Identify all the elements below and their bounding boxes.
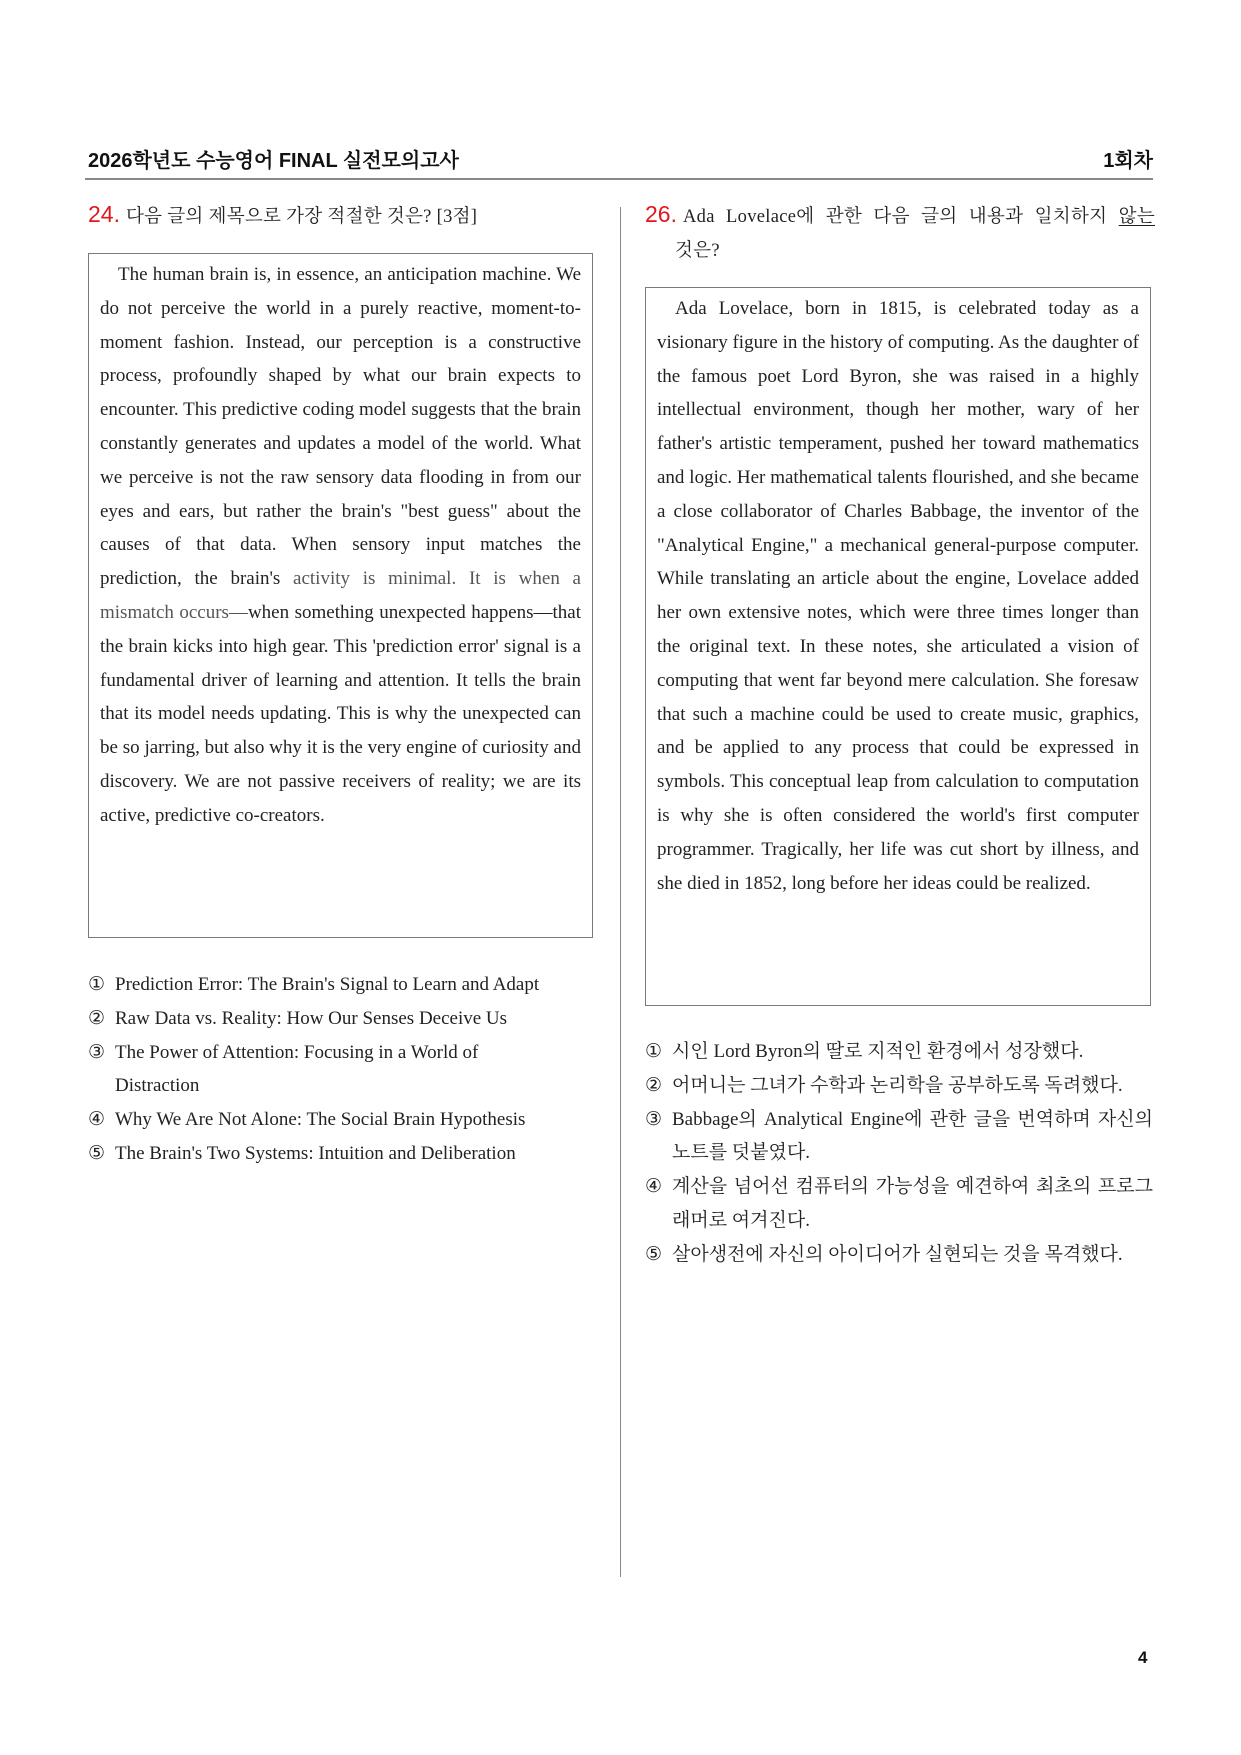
choice-text: The Power of Attention: Focusing in a World of Distraction	[115, 1041, 479, 1097]
choice-mark: ①	[88, 974, 106, 995]
choice-mark: ③	[88, 1041, 106, 1063]
passage-segment: The human brain is, in essence, an anticipation machine. We do not perceive the world in a purely reactive, moment-to-moment fashion. Instead, our perception is a constructive process, profoundly shaped by what our brain expects to encounter. This predictive coding model suggests that the brain constantly generates and updates a model of the world. What we perceive is not the raw sensory data flooding in from our eyes and ears, but rather the brain's "best guess" about the causes of that data. When sensory input matches the prediction, the brain's	[100, 264, 581, 590]
choice-text: Babbage의 Analytical Engine에 관한 글을 번역하며 자신의 노트를 덧붙였다.	[672, 1108, 1153, 1164]
choice-2[interactable]	[645, 1069, 1153, 1103]
passage-text	[100, 258, 581, 833]
choice-3[interactable]	[645, 1103, 1153, 1171]
question-prompt-line	[645, 234, 1155, 268]
exam-title: 2026학년도 수능영어 FINAL 실전모의고사	[88, 150, 459, 172]
choice-mark: ②	[88, 1007, 106, 1029]
question-24-passage	[88, 253, 593, 938]
column-divider	[620, 207, 621, 1577]
choice-mark: ⑤	[88, 1142, 106, 1164]
passage-segment: when something unexpected happens—that the brain kicks into high gear. This 'prediction error' signal is a fundamental driver of learning and attention. It tells the brain that its model needs updating. This is why the unexpected can be so jarring, but also why it is the very engine of curiosity and discovery. We are not passive receivers of reality; we are its active, predictive co-creators.	[100, 601, 581, 826]
choice-5[interactable]	[645, 1238, 1153, 1272]
choice-1[interactable]	[645, 1035, 1153, 1069]
choice-4[interactable]	[645, 1170, 1153, 1238]
exam-round: 1회차	[1103, 150, 1153, 172]
choice-mark: ③	[645, 1108, 663, 1130]
question-prompt-line	[645, 197, 1155, 234]
choice-text: 어머니는 그녀가 수학과 논리학을 공부하도록 독려했다.	[672, 1074, 1123, 1096]
choice-text: 살아생전에 자신의 아이디어가 실현되는 것을 목격했다.	[672, 1243, 1123, 1265]
question-24-choices	[88, 968, 603, 1171]
passage-text: Ada Lovelace, born in 1815, is celebrated today as a visionary figure in the history of computing. As the daughter of the famous poet Lord Byron, she was raised in a highly intellectual environment, though her mother, wary of her father's artistic temperament, pushed her toward mathematics and logic. Her mathematical talents flourished, and she became a close collaborator of Charles Babbage, the inventor of the "Analytical Engine," a mechanical general-purpose computer. While translating an article about the engine, Lovelace added her own extensive notes, which were three times longer than the original text. In these notes, she articulated a vision of computing that went far beyond mere calculation. She foresaw that such a machine could be used to create music, graphics, and be applied to any process that could be expressed in symbols. This conceptual leap from calculation to computation is why she is often considered the world's first computer programmer. Tragically, her life was cut short by illness, and she died in 1852, long before her ideas could be realized.	[657, 298, 1139, 894]
question-24-stem	[88, 197, 598, 234]
choice-text: 계산을 넘어선 컴퓨터의 가능성을 예견하여 최초의 프로그래머로 여겨진다.	[672, 1176, 1153, 1231]
page-number: 4	[1138, 1648, 1148, 1667]
choice-text: Raw Data vs. Reality: How Our Senses Deceive Us	[115, 1007, 508, 1029]
choice-3[interactable]	[88, 1036, 603, 1104]
choice-5[interactable]	[88, 1137, 603, 1171]
choice-mark: ②	[645, 1074, 663, 1096]
choice-mark: ④	[88, 1109, 106, 1131]
choice-text: 시인 Lord Byron의 딸로 지적인 환경에서 성장했다.	[672, 1041, 1084, 1062]
choice-mark: ④	[645, 1176, 663, 1198]
choice-mark: ①	[645, 1041, 663, 1062]
choice-mark: ⑤	[645, 1243, 663, 1265]
choice-text: The Brain's Two Systems: Intuition and Deliberation	[115, 1142, 516, 1164]
question-number: 26.	[645, 201, 677, 227]
question-prompt-emphasis: 않는	[1118, 207, 1155, 227]
question-26-stem	[645, 197, 1155, 268]
choice-text: Why We Are Not Alone: The Social Brain Hypothesis	[115, 1109, 526, 1131]
passage-segment: activity is minimal. It is when a mismatch occurs—	[100, 568, 581, 623]
question-prompt: 다음 글의 제목으로 가장 적절한 것은? [3점]	[125, 207, 478, 227]
choice-1[interactable]	[88, 968, 603, 1002]
question-prompt: 것은?	[675, 241, 720, 261]
choice-2[interactable]	[88, 1002, 603, 1036]
question-26-choices	[645, 1035, 1153, 1272]
question-number: 24.	[88, 201, 120, 227]
question-prompt: Ada Lovelace에 관한 다음 글의 내용과 일치하지	[682, 207, 1119, 227]
header-divider	[85, 178, 1153, 180]
question-26-passage	[645, 287, 1151, 1006]
choice-text: Prediction Error: The Brain's Signal to Learn and Adapt	[115, 974, 540, 995]
choice-4[interactable]	[88, 1103, 603, 1137]
page-header	[88, 140, 1153, 180]
